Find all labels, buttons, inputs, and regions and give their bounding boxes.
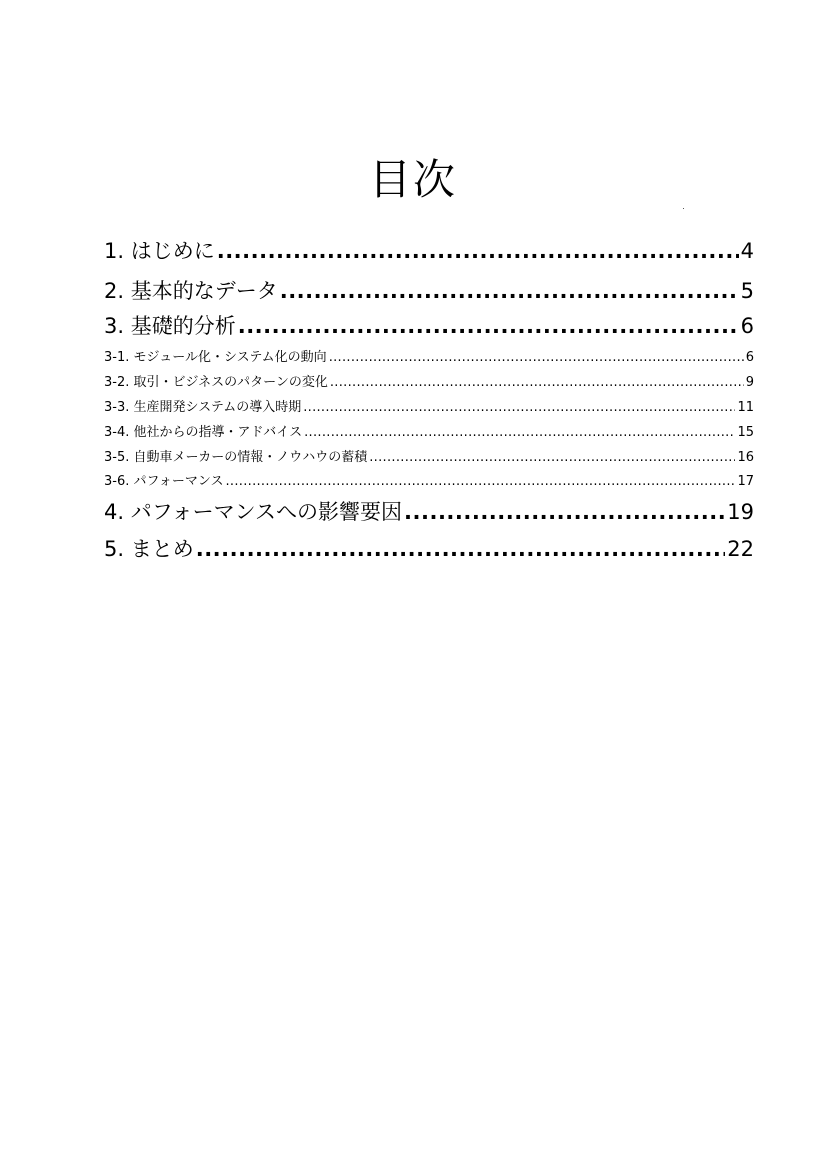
toc-entry-1[interactable] — [104, 236, 754, 266]
dot-leader — [329, 348, 744, 368]
dot-leader — [330, 373, 744, 393]
dot-leader — [217, 236, 739, 266]
toc-entry-label: 3-6. パフォーマンス — [104, 474, 224, 489]
toc-entry-label: 3. 基礎的分析 — [104, 314, 236, 338]
toc-entry-page: 11 — [737, 400, 754, 415]
toc-entry-3-1[interactable] — [104, 348, 754, 368]
toc-entry-label: 5. まとめ — [104, 537, 194, 561]
toc-entry-page: 15 — [737, 425, 754, 440]
dot-leader — [304, 423, 735, 443]
toc-entry-label: 3-4. 他社からの指導・アドバイス — [104, 425, 303, 440]
toc-entry-page: 9 — [745, 375, 754, 390]
toc-entry-page: 22 — [727, 537, 754, 561]
dot-leader — [369, 448, 735, 468]
toc-entry-3-4[interactable] — [104, 423, 754, 443]
toc-entry-3-6[interactable] — [104, 472, 754, 492]
dot-leader — [303, 398, 735, 418]
toc-entry-page: 16 — [737, 450, 754, 465]
toc-entry-label: 3-5. 自動車メーカーの情報・ノウハウの蓄積 — [104, 450, 368, 465]
toc-entry-2[interactable] — [104, 276, 754, 306]
dot-leader — [225, 472, 735, 492]
toc-entry-label: 4. パフォーマンスへの影響要因 — [104, 500, 403, 524]
toc-entry-label: 3-2. 取引・ビジネスのパターンの変化 — [104, 375, 328, 390]
toc-entry-label: 2. 基本的なデータ — [104, 279, 278, 303]
scan-speck — [683, 208, 684, 209]
toc-entry-label: 3-1. モジュール化・システム化の動向 — [104, 350, 327, 365]
toc-entry-3[interactable] — [104, 311, 754, 341]
toc-entry-label: 1. はじめに — [104, 239, 215, 263]
toc-entry-page: 6 — [745, 350, 754, 365]
dot-leader — [404, 497, 725, 527]
toc-entry-page: 19 — [727, 500, 754, 524]
dot-leader — [280, 276, 739, 306]
page-title: 目次 — [368, 155, 457, 204]
toc-entry-3-2[interactable] — [104, 373, 754, 393]
dot-leader — [196, 534, 726, 564]
toc-entry-page: 6 — [740, 314, 754, 338]
toc-entry-5[interactable] — [104, 534, 754, 564]
toc-entry-page: 17 — [737, 474, 754, 489]
toc-entry-page: 5 — [740, 279, 754, 303]
toc-entry-page: 4 — [740, 239, 754, 263]
dot-leader — [238, 311, 739, 341]
toc-entry-3-5[interactable] — [104, 448, 754, 468]
toc-entry-label: 3-3. 生産開発システムの導入時期 — [104, 400, 302, 415]
toc-entry-4[interactable] — [104, 497, 754, 527]
toc-entry-3-3[interactable] — [104, 398, 754, 418]
